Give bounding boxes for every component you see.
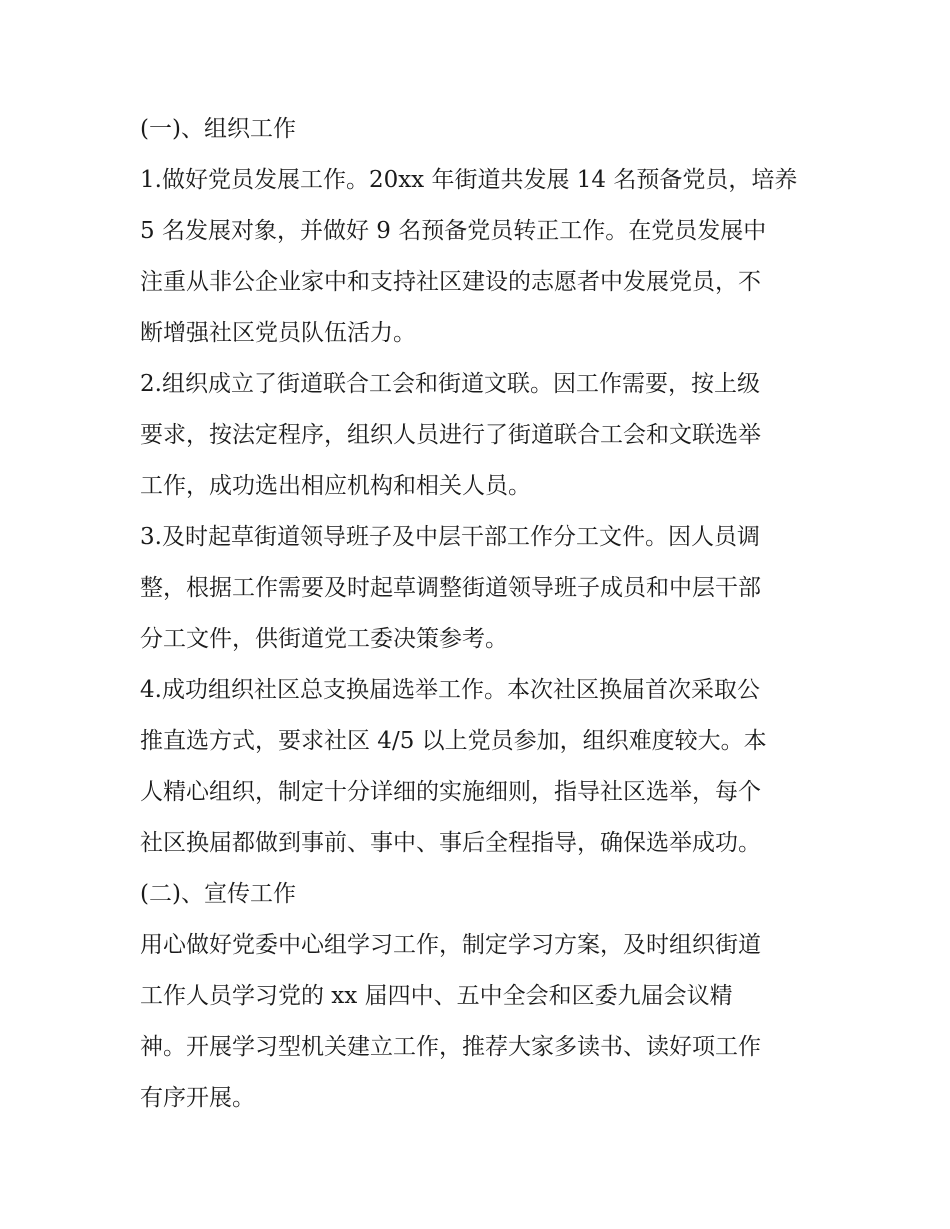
paragraph-line: 2.组织成立了街道联合工会和街道文联。因工作需要，按上级 <box>140 371 760 397</box>
paragraph-line: 神。开展学习型机关建立工作，推荐大家多读书、读好项工作 <box>140 1034 761 1060</box>
section-heading-organization: (一)、组织工作 <box>140 116 296 142</box>
paragraph-line: 工作，成功选出相应机构和相关人员。 <box>140 473 531 499</box>
document-body <box>140 104 830 1124</box>
paragraph-line: 社区换届都做到事前、事中、事后全程指导，确保选举成功。 <box>140 830 761 856</box>
paragraph-line: 注重从非公企业家中和支持社区建设的志愿者中发展党员，不 <box>140 269 761 295</box>
paragraph-line: 推直选方式，要求社区 4/5 以上党员参加，组织难度较大。本 <box>140 728 767 754</box>
paragraph-line: 3.及时起草街道领导班子及中层干部工作分工文件。因人员调 <box>140 524 760 550</box>
paragraph-line: 分工文件，供街道党工委决策参考。 <box>140 626 508 652</box>
paragraph-line: 用心做好党委中心组学习工作，制定学习方案，及时组织街道 <box>140 932 761 958</box>
paragraph-line: 工作人员学习党的 xx 届四中、五中全会和区委九届会议精 <box>140 983 733 1009</box>
paragraph-line: 人精心组织，制定十分详细的实施细则，指导社区选举，每个 <box>140 779 761 805</box>
paragraph-line: 1.做好党员发展工作。20xx 年街道共发展 14 名预备党员，培养 <box>140 167 798 193</box>
paragraph-line: 断增强社区党员队伍活力。 <box>140 320 416 346</box>
paragraph-line: 有序开展。 <box>140 1085 255 1111</box>
paragraph-line: 要求，按法定程序，组织人员进行了街道联合工会和文联选举 <box>140 422 761 448</box>
paragraph-line: 整，根据工作需要及时起草调整街道领导班子成员和中层干部 <box>140 575 761 601</box>
paragraph-line: 4.成功组织社区总支换届选举工作。本次社区换届首次采取公 <box>140 677 760 703</box>
paragraph-line: 5 名发展对象，并做好 9 名预备党员转正工作。在党员发展中 <box>140 218 767 244</box>
section-heading-publicity: (二)、宣传工作 <box>140 881 296 907</box>
